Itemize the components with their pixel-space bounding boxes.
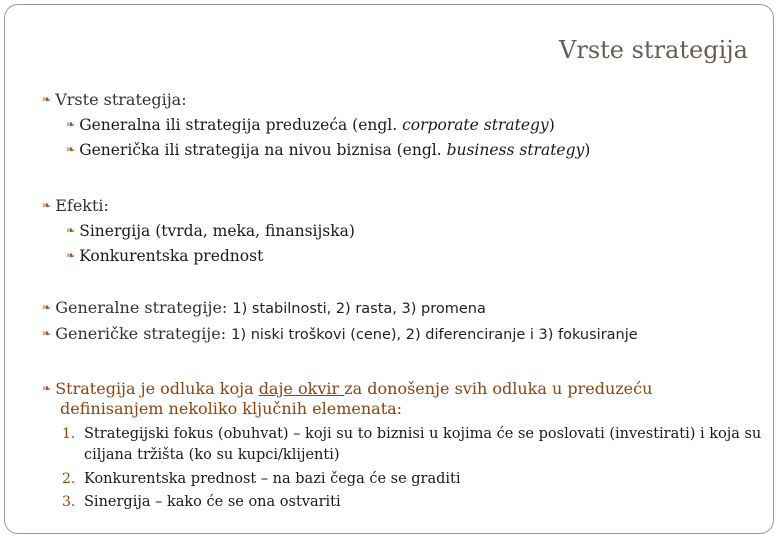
bullet-icon: ❧ — [66, 143, 76, 156]
sub-bullet-generalna — [66, 116, 555, 134]
sub-text-italic: business strategy — [446, 141, 585, 159]
sub-text: Sinergija (tvrda, meka, finansijska) — [79, 222, 355, 240]
sub-text: Konkurentska prednost — [79, 247, 264, 265]
bullet-label: Generičke strategije: — [55, 324, 227, 343]
numbered-item-1-cont — [84, 447, 340, 463]
bullet-text: 1) niski troškovi (cene), 2) diferenciranje i 3) fokusiranje — [231, 327, 638, 343]
bullet-text: 1) stabilnosti, 2) rasta, 3) promena — [232, 301, 486, 317]
numbered-item-1 — [62, 426, 761, 442]
sub-bullet-genericka — [66, 141, 590, 159]
bullet-icon: ❧ — [42, 93, 52, 106]
sub-text: Generička ili strategija na nivou biznisa (engl. — [79, 141, 447, 159]
bullet-icon: ❧ — [42, 199, 52, 212]
sub-bullet-konkurentska — [66, 247, 263, 265]
slide-title: Vrste strategija — [559, 36, 748, 64]
sub-text-end: ) — [548, 116, 555, 134]
sub-text-italic: corporate strategy — [402, 116, 549, 134]
para-line2: definisanjem nekoliko ključnih elemenata: — [60, 399, 403, 418]
item-text: Strategijski fokus (obuhvat) – koji su to biznisi u kojima će se poslovati (investirati) i koja su — [84, 426, 762, 442]
bullet-genericke — [42, 324, 638, 343]
bullet-icon: ❧ — [42, 301, 52, 314]
bullet-icon: ❧ — [66, 249, 76, 262]
item-number: 2. — [62, 471, 76, 487]
bullet-generalne — [42, 298, 486, 317]
para-text-end: za donošenje svih odluka u preduzeću — [344, 379, 653, 398]
item-text: Sinergija – kako će se ona ostvariti — [84, 494, 341, 510]
bullet-label: Generalne strategije: — [55, 298, 228, 317]
bullet-icon: ❧ — [66, 118, 76, 131]
para-text: Strategija je odluka koja — [55, 379, 259, 398]
bullet-icon: ❧ — [42, 382, 52, 395]
bullet-strategija-odluka — [42, 379, 722, 419]
bullet-label: Efekti: — [55, 196, 109, 215]
item-number: 1. — [62, 426, 76, 442]
para-underlined: daje okvir — [258, 379, 345, 398]
item-text: Konkurentska prednost – na bazi čega će se graditi — [84, 471, 461, 487]
item-text-cont: ciljana tržišta (ko su kupci/klijenti) — [84, 447, 340, 463]
bullet-icon: ❧ — [66, 224, 76, 237]
sub-bullet-sinergija — [66, 222, 355, 240]
sub-text-end: ) — [584, 141, 591, 159]
bullet-label: Vrste strategija: — [55, 90, 187, 109]
item-number: 3. — [62, 494, 76, 510]
bullet-icon: ❧ — [42, 327, 52, 340]
bullet-vrste — [42, 90, 187, 109]
numbered-item-3 — [62, 494, 341, 510]
sub-text: Generalna ili strategija preduzeća (engl. — [79, 116, 403, 134]
bullet-efekti — [42, 196, 109, 215]
numbered-item-2 — [62, 471, 461, 487]
